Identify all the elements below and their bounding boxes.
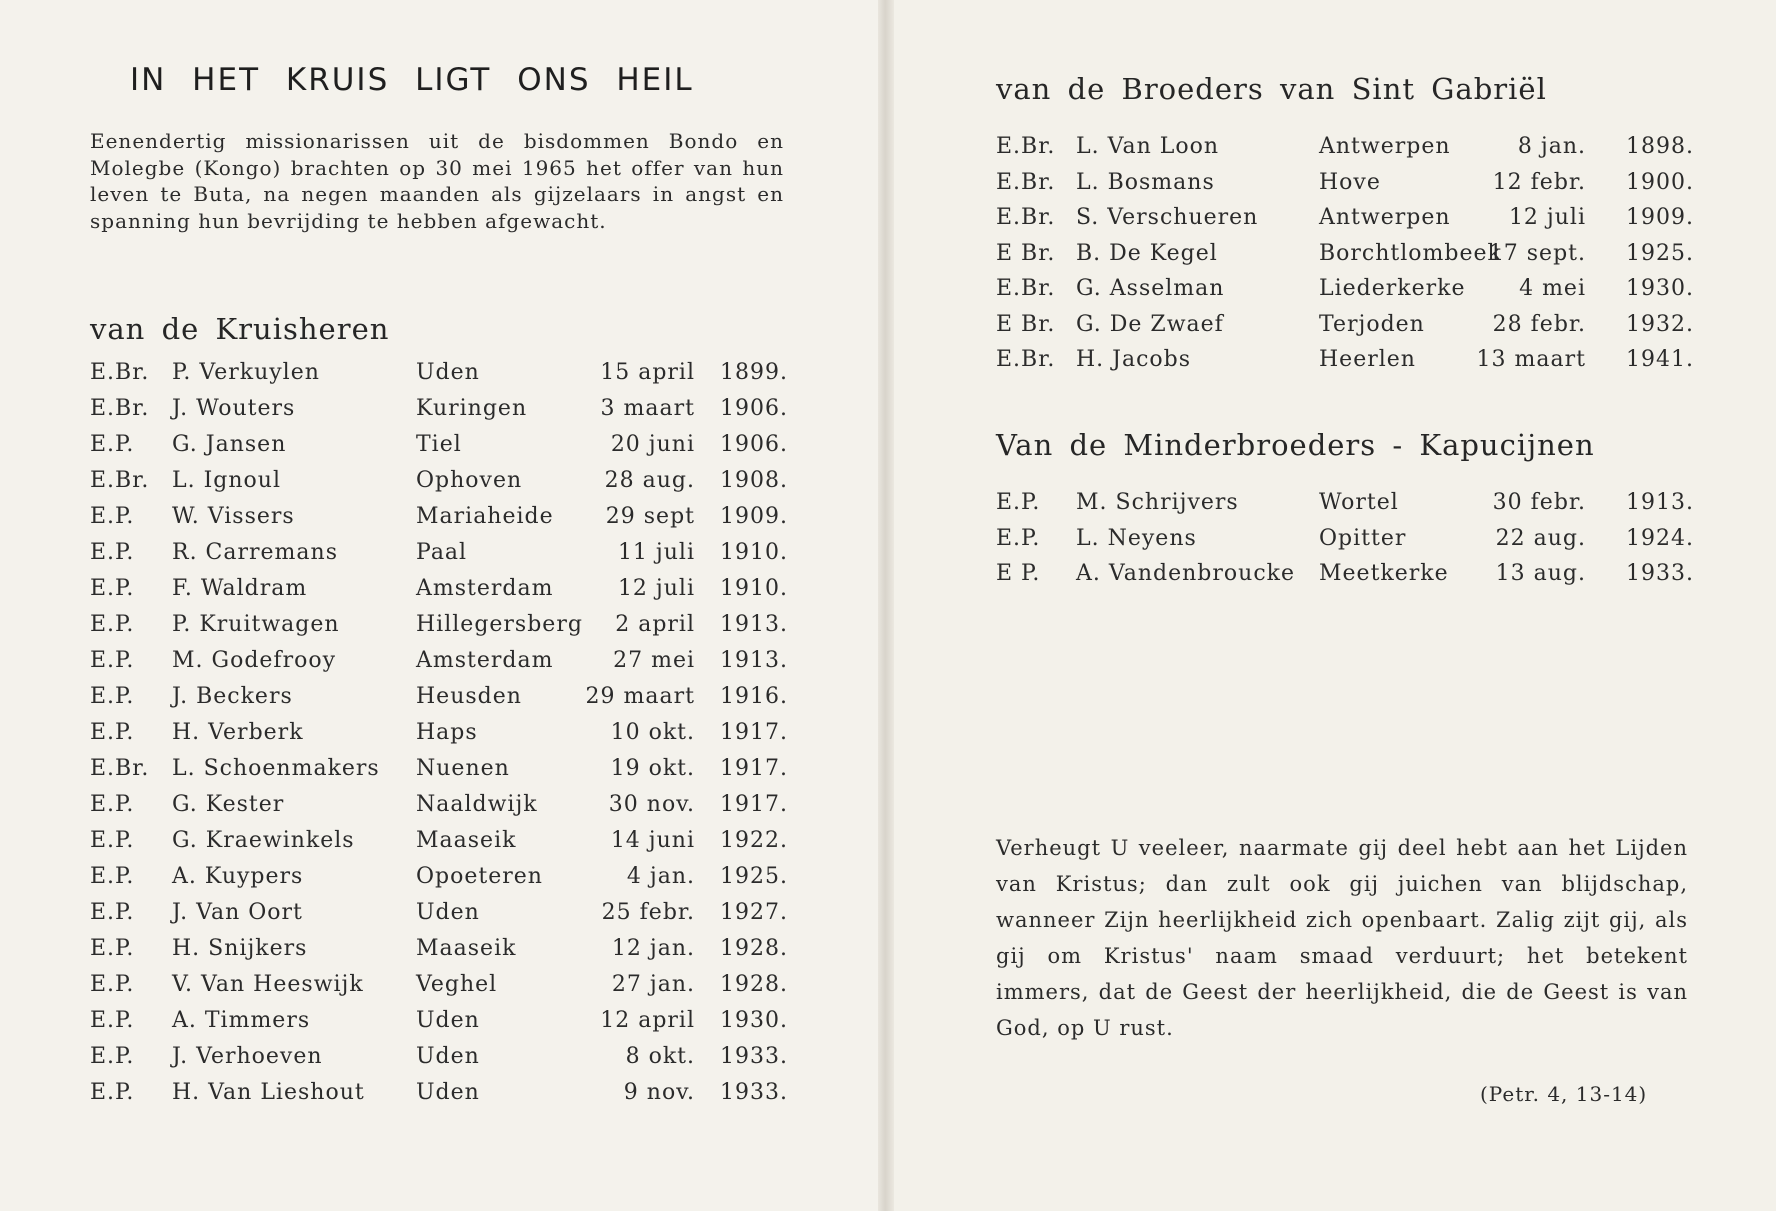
birth-year: 1933. [1626, 561, 1694, 586]
birth-date: 12 febr. [1492, 169, 1586, 195]
birth-date: 14 juni [610, 828, 695, 853]
person-name: J. Beckers [172, 684, 293, 709]
religious-title: E Br. [996, 240, 1056, 266]
religious-title: E.P. [90, 504, 135, 529]
religious-title: E.P. [90, 576, 135, 601]
birth-year: 1913. [720, 612, 788, 637]
person-name: B. De Kegel [1076, 240, 1218, 266]
birth-year: 1917. [720, 792, 788, 817]
religious-title: E.P. [90, 828, 135, 853]
birthplace: Heerlen [1319, 347, 1416, 372]
religious-title: E.Br. [996, 134, 1056, 159]
birth-date: 28 aug. [604, 468, 695, 493]
religious-title: E.Br. [996, 347, 1056, 372]
birthplace: Amsterdam [416, 648, 554, 673]
person-name: A. Kuypers [172, 864, 304, 889]
person-name: A. Vandenbroucke [1076, 561, 1295, 586]
birth-year: 1906. [720, 432, 788, 457]
religious-title: E.P. [90, 720, 135, 745]
birthplace: Kuringen [416, 396, 528, 421]
birth-year: 1930. [1626, 276, 1694, 301]
birth-date: 4 mei [1519, 276, 1586, 301]
birthplace: Paal [416, 540, 468, 565]
birthplace: Nuenen [416, 756, 510, 781]
birth-year: 1928. [720, 972, 788, 997]
person-name: V. Van Heeswijk [172, 972, 364, 997]
birth-year: 1906. [720, 396, 788, 421]
birth-date: 25 febr. [601, 900, 695, 925]
birth-date: 20 juni [610, 432, 695, 457]
religious-title: E.P. [90, 432, 135, 457]
religious-title: E.P. [90, 1080, 135, 1105]
scripture-verse: Verheugt U veeleer, naarmate gij deel hebt aan het Lijden van Kristus; dan zult ook gij juichen van blijdschap, wanneer Zijn heerlijkheid zich openbaart. Zalig zijt gij, als gij om Kristus' naam smaad verduurt; het betekent immers, dat de Geest der heerlijkheid, die de Geest is van God, op U rust. [996, 836, 1688, 1040]
birth-date: 27 jan. [611, 972, 695, 997]
birthplace: Veghel [416, 972, 498, 997]
religious-title: E.P. [90, 1044, 135, 1069]
birth-year: 1927. [720, 900, 788, 925]
religious-title: E.P. [90, 972, 135, 997]
birth-date: 12 juli [1508, 205, 1586, 230]
birth-year: 1898. [1626, 134, 1694, 159]
birth-year: 1913. [1626, 490, 1694, 515]
birthplace: Uden [416, 1044, 480, 1069]
person-name: M. Godefrooy [172, 648, 337, 673]
person-name: P. Kruitwagen [172, 612, 340, 637]
birth-date: 22 aug. [1495, 525, 1586, 551]
person-name: L. Van Loon [1076, 134, 1220, 159]
birthplace: Wortel [1319, 490, 1399, 515]
religious-title: E.Br. [996, 169, 1056, 195]
person-name: P. Verkuylen [172, 360, 320, 385]
birthplace: Mariaheide [416, 504, 554, 529]
birthplace: Naaldwijk [416, 792, 538, 817]
person-name: L. Schoenmakers [172, 756, 380, 781]
birth-date: 15 april [600, 360, 695, 385]
person-name: G. Kraewinkels [172, 828, 355, 853]
religious-title: E.P. [90, 684, 135, 709]
birth-date: 9 nov. [623, 1080, 695, 1105]
person-name: S. Verschueren [1076, 205, 1259, 230]
religious-title: E.Br. [90, 756, 150, 781]
birth-year: 1922. [720, 828, 788, 853]
card-title: IN HET KRUIS LIGT ONS HEIL [130, 62, 694, 98]
birth-year: 1899. [720, 360, 788, 385]
person-name: R. Carremans [172, 540, 338, 565]
birth-date: 10 okt. [610, 720, 695, 745]
birthplace: Heusden [416, 684, 522, 709]
religious-title: E.Br. [996, 205, 1056, 230]
birth-date: 12 april [600, 1008, 695, 1033]
birthplace: Opitter [1319, 525, 1407, 551]
section-heading-kapucijnen: Van de Minderbroeders - Kapucijnen [996, 428, 1595, 462]
religious-title: E.P. [90, 936, 135, 961]
birth-year: 1925. [1626, 240, 1694, 266]
religious-title: E.P. [90, 540, 135, 565]
birth-date: 8 jan. [1517, 134, 1586, 159]
person-name: J. Van Oort [172, 900, 303, 925]
person-name: G. Asselman [1076, 276, 1225, 301]
birth-year: 1925. [720, 864, 788, 889]
religious-title: E.P. [90, 648, 135, 673]
birth-date: 2 april [615, 612, 695, 637]
birthplace: Uden [416, 900, 480, 925]
birth-year: 1910. [720, 540, 788, 565]
birthplace: Maaseik [416, 936, 517, 961]
religious-title: E.Br. [90, 360, 150, 385]
religious-title: E.P. [90, 1008, 135, 1033]
birthplace: Opoeteren [416, 864, 543, 889]
birthplace: Amsterdam [416, 576, 554, 601]
religious-title: E.P. [90, 864, 135, 889]
religious-title: E.P. [90, 792, 135, 817]
person-name: J. Wouters [172, 396, 296, 421]
birth-year: 1928. [720, 936, 788, 961]
person-name: F. Waldram [172, 576, 308, 601]
religious-title: E.Br. [90, 396, 150, 421]
birth-year: 1941. [1626, 347, 1694, 372]
birthplace: Borchtlombeek [1319, 240, 1502, 266]
person-name: L. Bosmans [1076, 169, 1215, 195]
birth-year: 1908. [720, 468, 788, 493]
birthplace: Hove [1319, 169, 1381, 195]
person-name: G. Kester [172, 792, 285, 817]
birthplace: Uden [416, 360, 480, 385]
birth-date: 29 maart [585, 684, 695, 709]
birth-date: 13 aug. [1495, 561, 1586, 586]
birth-date: 17 sept. [1488, 240, 1586, 266]
birth-year: 1909. [1626, 205, 1694, 230]
religious-title: E.P. [996, 525, 1041, 551]
birthplace: Maaseik [416, 828, 517, 853]
intro-paragraph: Eenendertig missionarissen uit de bisdommen Bondo en Molegbe (Kongo) brachten op 30 mei 1965 het offer van hun leven te Buta, na negen maanden als gijzelaars in angst en spanning hun bevrijding te hebben afgewacht. [90, 129, 784, 233]
birthplace: Hillegersberg [416, 612, 583, 637]
birth-date: 8 okt. [625, 1044, 695, 1069]
religious-title: E Br. [996, 311, 1056, 337]
birthplace: Terjoden [1319, 311, 1425, 337]
section-heading-sint-gabriel: van de Broeders van Sint Gabriël [996, 72, 1547, 106]
person-name: G. Jansen [172, 432, 287, 457]
birth-date: 12 jan. [611, 936, 695, 961]
birth-year: 1933. [720, 1044, 788, 1069]
birth-year: 1916. [720, 684, 788, 709]
person-name: H. Van Lieshout [172, 1080, 365, 1105]
section-heading-kruisheren: van de Kruisheren [90, 312, 390, 346]
birthplace: Liederkerke [1319, 276, 1466, 301]
birth-date: 19 okt. [610, 756, 695, 781]
birth-year: 1913. [720, 648, 788, 673]
birthplace: Antwerpen [1319, 134, 1451, 159]
birth-date: 3 maart [600, 396, 695, 421]
birth-year: 1900. [1626, 169, 1694, 195]
religious-title: E P. [996, 561, 1041, 586]
religious-title: E.P. [90, 900, 135, 925]
birth-year: 1917. [720, 720, 788, 745]
birthplace: Haps [416, 720, 478, 745]
birth-year: 1909. [720, 504, 788, 529]
scripture-citation: (Petr. 4, 13-14) [1480, 1082, 1648, 1106]
religious-title: E.Br. [90, 468, 150, 493]
person-name: W. Vissers [172, 504, 295, 529]
birth-date: 11 juli [617, 540, 695, 565]
person-name: L. Ignoul [172, 468, 281, 493]
birth-date: 29 sept [605, 504, 695, 529]
card-fold [878, 0, 894, 1211]
religious-title: E.P. [996, 490, 1041, 515]
person-name: G. De Zwaef [1076, 311, 1224, 337]
person-name: M. Schrijvers [1076, 490, 1239, 515]
birth-year: 1910. [720, 576, 788, 601]
person-name: H. Verberk [172, 720, 304, 745]
birth-date: 30 nov. [608, 792, 695, 817]
birthplace: Uden [416, 1008, 480, 1033]
birth-year: 1932. [1626, 311, 1694, 337]
birthplace: Meetkerke [1319, 561, 1449, 586]
birthplace: Ophoven [416, 468, 523, 493]
birth-year: 1917. [720, 756, 788, 781]
birth-date: 28 febr. [1492, 311, 1586, 337]
birth-year: 1924. [1626, 525, 1694, 551]
person-name: L. Neyens [1076, 525, 1197, 551]
birthplace: Uden [416, 1080, 480, 1105]
birth-year: 1933. [720, 1080, 788, 1105]
religious-title: E.Br. [996, 276, 1056, 301]
birthplace: Antwerpen [1319, 205, 1451, 230]
birth-year: 1930. [720, 1008, 788, 1033]
person-name: J. Verhoeven [172, 1044, 323, 1069]
birth-date: 27 mei [613, 648, 695, 673]
birth-date: 13 maart [1476, 347, 1586, 372]
birthplace: Tiel [416, 432, 462, 457]
birth-date: 4 jan. [626, 864, 695, 889]
person-name: A. Timmers [172, 1008, 311, 1033]
birth-date: 12 juli [617, 576, 695, 601]
birth-date: 30 febr. [1492, 490, 1586, 515]
religious-title: E.P. [90, 612, 135, 637]
person-name: H. Jacobs [1076, 347, 1192, 372]
person-name: H. Snijkers [172, 936, 308, 961]
